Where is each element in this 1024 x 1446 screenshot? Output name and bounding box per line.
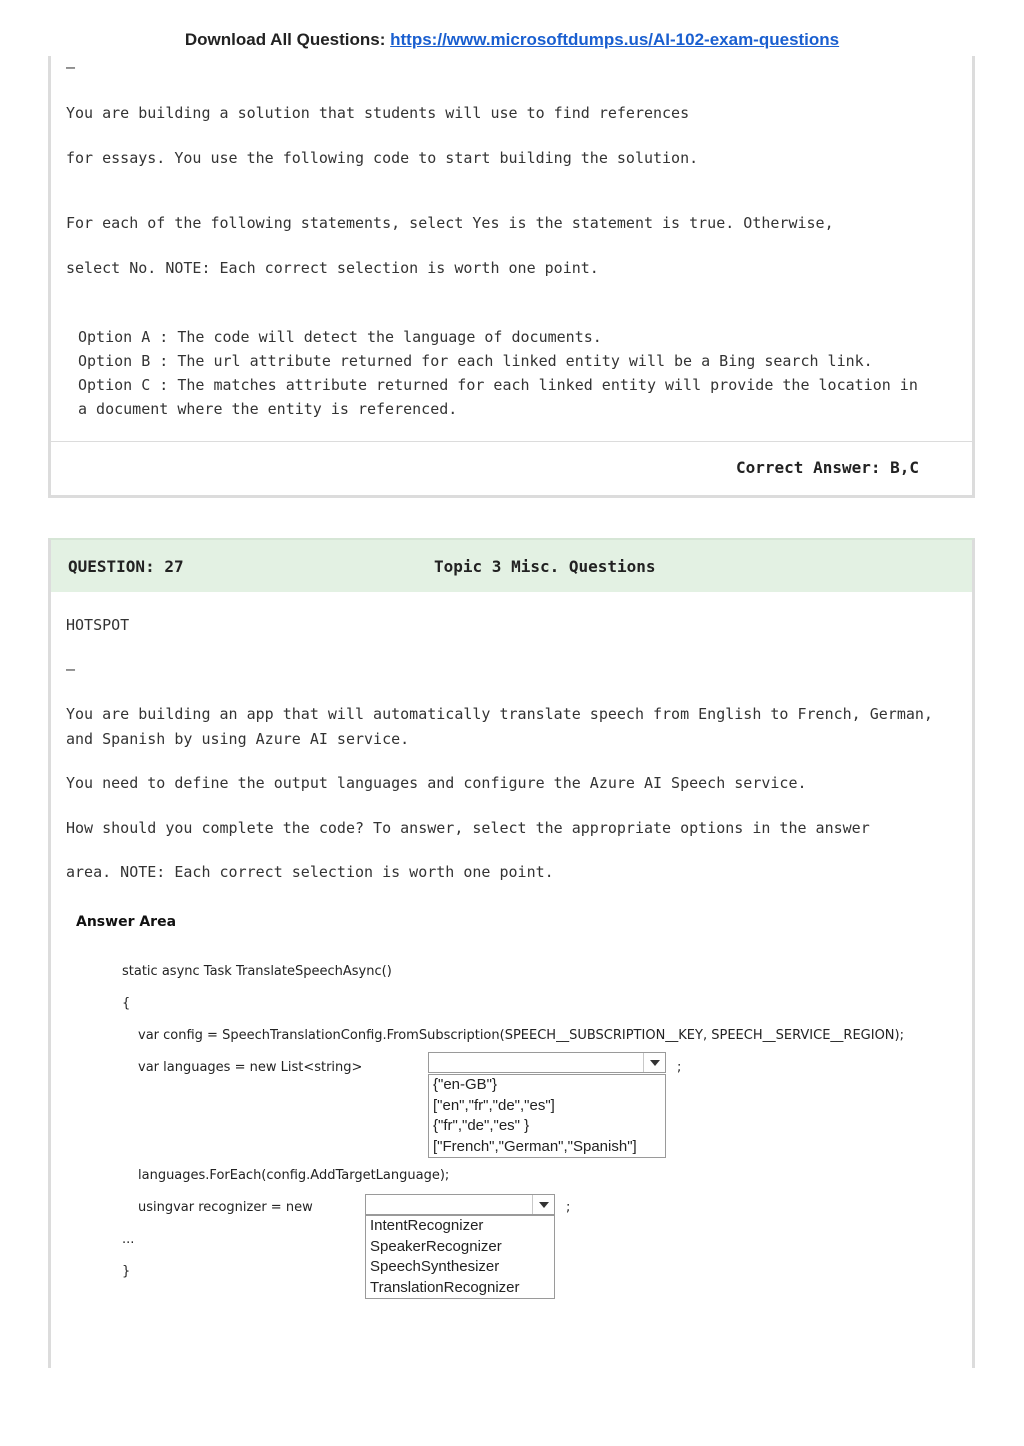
code-line-5: languages.ForEach(config.AddTargetLanguage); <box>138 1168 450 1183</box>
option-a: Option A : The code will detect the language of documents. <box>78 328 602 346</box>
question-paragraph-3: How should you complete the code? To answer, select the appropriate options in the answer <box>66 819 870 837</box>
code-line-2: { <box>122 996 131 1011</box>
question-paragraph-1b: and Spanish by using Azure AI service. <box>66 730 410 748</box>
code-line-3: var config = SpeechTranslationConfig.FromSubscription(SPEECH__SUBSCRIPTION__KEY, SPEECH__SERVICE__REGION); <box>138 1028 904 1043</box>
question-paragraph-1: You are building an app that will automatically translate speech from English to French, German, <box>66 705 933 723</box>
chevron-down-icon <box>539 1202 549 1208</box>
recognizer-option[interactable]: SpeakerRecognizer <box>370 1237 502 1255</box>
languages-dropdown[interactable] <box>428 1052 666 1073</box>
download-header <box>0 30 1024 50</box>
languages-option[interactable]: ["en","fr","de","es"] <box>433 1096 555 1114</box>
previous-question-card <box>48 56 975 498</box>
recognizer-option[interactable]: TranslationRecognizer <box>370 1278 520 1296</box>
question-paragraph-4: area. NOTE: Each correct selection is worth one point. <box>66 863 554 881</box>
question-topic: Topic 3 Misc. Questions <box>434 557 656 576</box>
card-divider <box>51 441 972 442</box>
semicolon-2: ; <box>566 1200 571 1215</box>
dash-line: – <box>66 58 76 76</box>
languages-option[interactable]: {"en-GB"} <box>433 1076 498 1093</box>
question-type: HOTSPOT <box>66 616 130 634</box>
correct-answer: Correct Answer: B,C <box>736 458 920 477</box>
download-link[interactable]: https://www.microsoftdumps.us/AI-102-exam-questions <box>390 30 840 49</box>
code-line-4: var languages = new List<string> <box>138 1060 363 1075</box>
languages-options-list <box>428 1074 666 1158</box>
question-dash: – <box>66 660 76 678</box>
option-c-continued: a document where the entity is referenced. <box>78 400 458 418</box>
recognizer-dropdown[interactable] <box>365 1194 555 1215</box>
languages-option[interactable]: {"fr","de","es" } <box>433 1117 530 1134</box>
option-c: Option C : The matches attribute returned for each linked entity will provide the location in <box>78 376 918 394</box>
recognizer-options-list <box>365 1215 555 1299</box>
prev-paragraph-2: for essays. You use the following code to start building the solution. <box>66 149 699 167</box>
chevron-down-icon <box>650 1060 660 1066</box>
recognizer-dropdown-toggle[interactable] <box>532 1195 554 1214</box>
answer-area <box>68 906 968 1306</box>
prev-paragraph-1: You are building a solution that students will use to find references <box>66 104 690 122</box>
option-b: Option B : The url attribute returned for each linked entity will be a Bing search link. <box>78 352 873 370</box>
semicolon-1: ; <box>677 1060 682 1075</box>
code-line-6: usingvar recognizer = new <box>138 1200 313 1215</box>
recognizer-option[interactable]: IntentRecognizer <box>370 1217 484 1234</box>
prev-paragraph-4: select No. NOTE: Each correct selection is worth one point. <box>66 259 599 277</box>
code-line-8: } <box>122 1264 131 1279</box>
code-line-7: ... <box>122 1232 135 1247</box>
answer-area-title: Answer Area <box>76 914 177 930</box>
question-paragraph-2: You need to define the output languages and configure the Azure AI Speech service. <box>66 774 807 792</box>
recognizer-option[interactable]: SpeechSynthesizer <box>370 1258 500 1275</box>
prev-paragraph-3: For each of the following statements, select Yes is the statement is true. Otherwise, <box>66 214 834 232</box>
question-number: QUESTION: 27 <box>68 557 184 576</box>
download-label: Download All Questions: <box>184 30 386 49</box>
languages-dropdown-toggle[interactable] <box>643 1053 665 1072</box>
languages-option[interactable]: ["French","German","Spanish"] <box>433 1137 637 1155</box>
code-line-1: static async Task TranslateSpeechAsync() <box>122 964 392 979</box>
